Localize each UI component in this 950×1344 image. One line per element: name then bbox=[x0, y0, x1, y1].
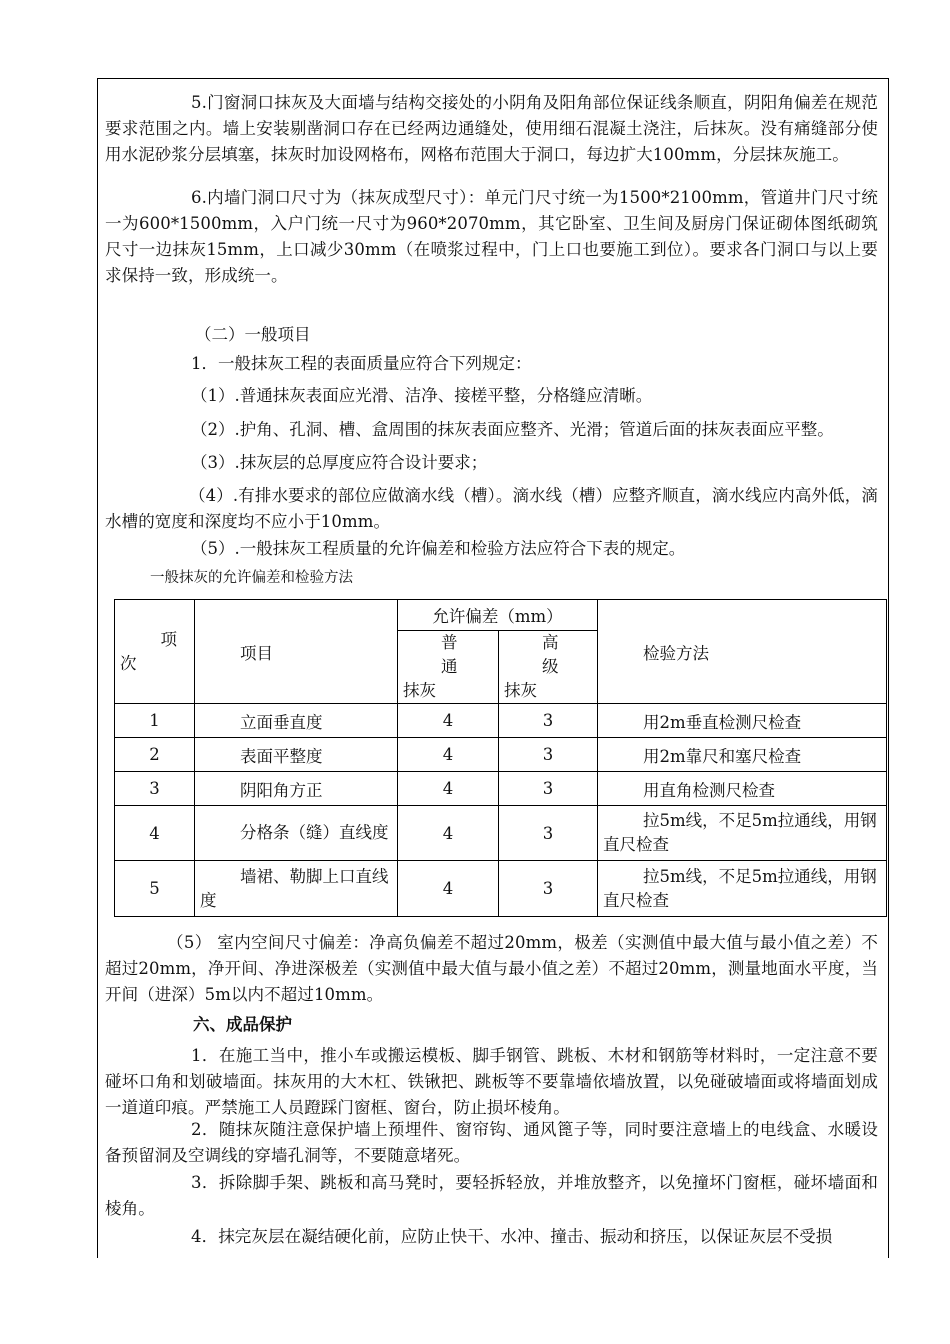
general-rule-1-1: （1）.普通抹灰表面应光滑、洁净、接槎平整，分格缝应清晰。 bbox=[191, 386, 653, 405]
header-no-bottom: 次 bbox=[120, 653, 137, 673]
row-high: 3 bbox=[499, 861, 598, 917]
paragraph-protection-1: 1．在施工当中，推小车或搬运模板、脚手钢管、跳板、木材和钢筋等材料时，一定注意不要碰坏口角和划破墙面。抹灰用的大木杠、铁锹把、跳板等不要靠墙依墙放置，以免碰破墙面或将墙面划成一道道印痕。严禁施工人员蹬踩门窗框、窗台，防止损坏棱角。 bbox=[105, 1046, 878, 1117]
tolerance-table bbox=[114, 599, 887, 917]
row-no: 4 bbox=[115, 806, 195, 861]
header-normal-c: 抹灰 bbox=[403, 681, 436, 700]
row-normal: 4 bbox=[398, 806, 499, 861]
paragraph-protection-3: 3．拆除脚手架、跳板和高马凳时，要轻拆轻放，并堆放整齐，以免撞坏门窗框，碰坏墙面和棱角。 bbox=[105, 1173, 878, 1218]
row-method: 拉5m线，不足5m拉通线，用钢直尺检查 bbox=[598, 806, 887, 861]
row-high: 3 bbox=[499, 704, 598, 738]
header-no-top: 项 bbox=[160, 629, 177, 649]
section-heading-finished-product-protection: 六、成品保护 bbox=[193, 1015, 292, 1034]
general-rule-1-3: （3）.抹灰层的总厚度应符合设计要求； bbox=[191, 453, 488, 472]
table-row bbox=[115, 738, 887, 772]
row-high: 3 bbox=[499, 772, 598, 806]
row-no: 5 bbox=[115, 861, 195, 917]
general-items-heading: （二）一般项目 bbox=[195, 325, 311, 344]
row-method: 用2m靠尺和塞尺检查 bbox=[598, 738, 887, 772]
table-row bbox=[115, 772, 887, 806]
row-item: 分格条（缝）直线度 bbox=[195, 806, 398, 861]
header-normal-b: 通 bbox=[441, 657, 458, 676]
row-high: 3 bbox=[499, 806, 598, 861]
header-high-cell bbox=[499, 631, 598, 704]
row-no: 1 bbox=[115, 704, 195, 738]
general-rule-1-2: （2）.护角、孔洞、槽、盒周围的抹灰表面应整齐、光滑；管道后面的抹灰表面应平整。 bbox=[191, 420, 834, 439]
row-no: 3 bbox=[115, 772, 195, 806]
row-no: 2 bbox=[115, 738, 195, 772]
paragraph-protection-4: 4．抹完灰层在凝结硬化前，应防止快干、水冲、撞击、振动和挤压，以保证灰层不受损 bbox=[191, 1227, 833, 1246]
header-normal-a: 普 bbox=[441, 633, 458, 652]
paragraph-indoor-dimension-tolerance: （5） 室内空间尺寸偏差：净高负偏差不超过20mm，极差（实测值中最大值与最小值之差）不超过20mm，净开间、净进深极差（实测值中最大值与最小值之差）不超过20mm，测量地面水平度，当开间（进深）5m以内不超过10mm。 bbox=[105, 933, 878, 1004]
row-item: 阴阳角方正 bbox=[195, 772, 398, 806]
row-normal: 4 bbox=[398, 738, 499, 772]
header-no-cell bbox=[115, 600, 195, 704]
header-high-c: 抹灰 bbox=[504, 681, 537, 700]
header-item: 项目 bbox=[195, 600, 398, 704]
table-row bbox=[115, 806, 887, 861]
header-tolerance: 允许偏差（mm） bbox=[398, 600, 598, 631]
row-item: 墙裙、勒脚上口直线度 bbox=[195, 861, 398, 917]
table-header-row-1 bbox=[115, 600, 887, 631]
row-normal: 4 bbox=[398, 704, 499, 738]
header-high-b: 级 bbox=[542, 657, 559, 676]
table-row bbox=[115, 704, 887, 738]
row-item: 表面平整度 bbox=[195, 738, 398, 772]
paragraph-door-opening-sizes: 6.内墙门洞口尺寸为（抹灰成型尺寸）：单元门尺寸统一为1500*2100mm，管道井门尺寸统一为600*1500mm，入户门统一尺寸为960*2070mm，其它卧室、卫生间及厨房门保证砌体图纸砌筑尺寸一边抹灰15mm，上口减少30mm（在喷浆过程中，门上口也要施工到位）。要求各门洞口与以上要求保持一致，形成统一。 bbox=[105, 188, 878, 285]
table-row bbox=[115, 861, 887, 917]
general-rule-1-4: （4）.有排水要求的部位应做滴水线（槽）。滴水线（槽）应整齐顺直，滴水线应内高外低，滴水槽的宽度和深度均不应小于10mm。 bbox=[105, 486, 878, 531]
row-normal: 4 bbox=[398, 772, 499, 806]
header-high-a: 高 bbox=[542, 633, 559, 652]
row-method: 用直角检测尺检查 bbox=[598, 772, 887, 806]
row-method: 拉5m线，不足5m拉通线，用钢直尺检查 bbox=[598, 861, 887, 917]
table-caption: 一般抹灰的允许偏差和检验方法 bbox=[150, 570, 353, 586]
paragraph-door-window-plastering: 5.门窗洞口抹灰及大面墙与结构交接处的小阴角及阳角部位保证线条顺直，阴阳角偏差在规范要求范围之内。墙上安装剔凿洞口存在已经两边通缝处，使用细石混凝土浇注，后抹灰。没有痛缝部分使用水泥砂浆分层填塞，抹灰时加设网格布，网格布范围大于洞口，每边扩大100mm，分层抹灰施工。 bbox=[105, 93, 878, 164]
row-high: 3 bbox=[499, 738, 598, 772]
row-method: 用2m垂直检测尺检查 bbox=[598, 704, 887, 738]
general-rule-1: 1．一般抹灰工程的表面质量应符合下列规定： bbox=[191, 354, 532, 373]
header-normal-cell bbox=[398, 631, 499, 704]
paragraph-protection-2: 2．随抹灰随注意保护墙上预埋件、窗帘钩、通风篦子等，同时要注意墙上的电线盒、水暖设备预留洞及空调线的穿墙孔洞等，不要随意堵死。 bbox=[105, 1120, 878, 1165]
row-normal: 4 bbox=[398, 861, 499, 917]
header-method: 检验方法 bbox=[598, 600, 887, 704]
row-item: 立面垂直度 bbox=[195, 704, 398, 738]
general-rule-1-5: （5）.一般抹灰工程质量的允许偏差和检验方法应符合下表的规定。 bbox=[191, 539, 686, 558]
